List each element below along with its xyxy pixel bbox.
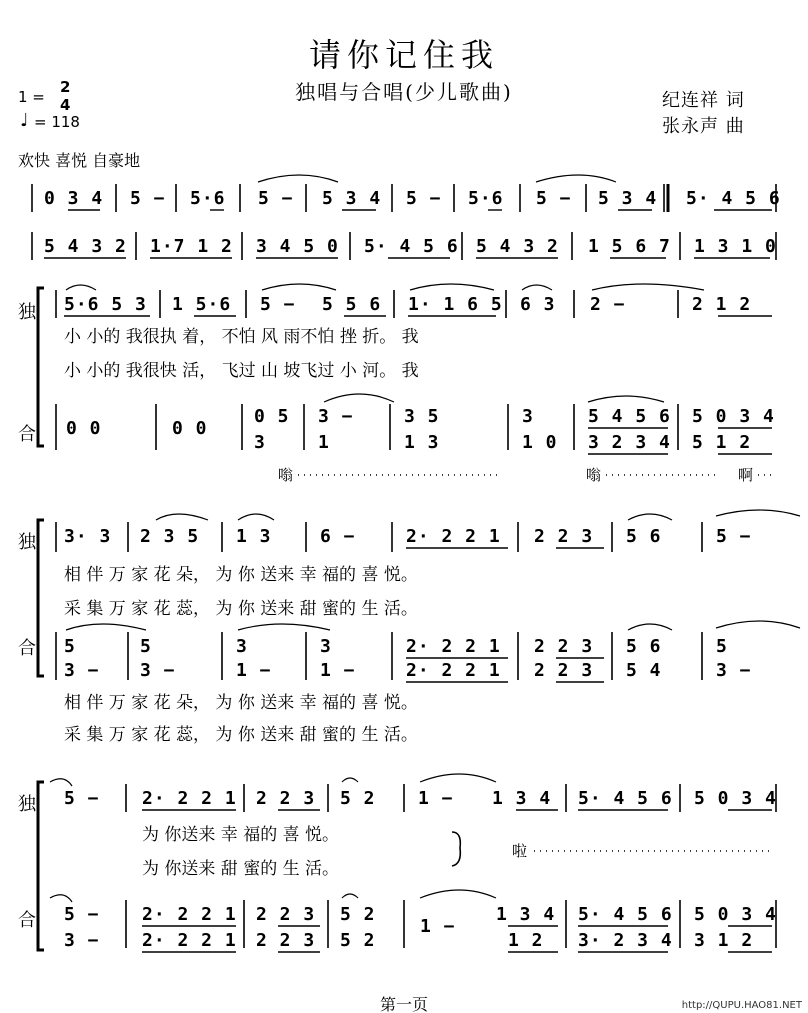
composer-credit: 张永声 曲 (662, 116, 745, 137)
s1-choir-b8: 5 1 2 (692, 432, 752, 453)
s3-choir-m4: 5 2 (340, 904, 376, 925)
s3-choir-m6: 1 3 4 (496, 904, 556, 925)
s1-hum-2: 嗡 (586, 466, 602, 484)
s2-solo-m3: 1 3 (236, 526, 272, 547)
s1-solo-m5: 1· 1 6 5 (408, 294, 503, 315)
intro-m9: 5 3 4 (598, 188, 658, 209)
s2-solo-m4: 6 − (320, 526, 356, 547)
song-subtitle: 独唱与合唱(少儿歌曲) (295, 80, 513, 104)
s1-solo-m8: 2 1 2 (692, 294, 752, 315)
s2-choir-m8: 5 (716, 636, 728, 657)
s3-solo-m4: 5 2 (340, 788, 376, 809)
s3-choir-m3: 2 2 3 (256, 904, 316, 925)
s3-solo-m2: 2· 2 2 1 (142, 788, 237, 809)
s2-lyric-verse2: 采 集 万 家 花 蕊， 为 你 送来 甜 蜜的 生 活。 (64, 599, 418, 619)
s3-choir-b3: 2 2 3 (256, 930, 316, 951)
s3-solo-m1: 5 − (64, 788, 100, 809)
s2-choir-m2: 5 (140, 636, 152, 657)
intro2-m1: 5 4 3 2 (44, 236, 127, 257)
s3-solo-m3: 2 2 3 (256, 788, 316, 809)
s2-choir-m1: 5 (64, 636, 76, 657)
s1-choir-m2: 0 0 (172, 418, 208, 439)
s2-choir-b6: 2 2 3 (534, 660, 594, 681)
s1-choir-m8: 5 0 3 4 (692, 406, 775, 427)
s2-choir-b3: 1 − (236, 660, 272, 681)
intro2-m6: 1 5 6 7 (588, 236, 671, 257)
s2-solo-m1: 3· 3 (64, 526, 112, 547)
s2-choir-lyric-verse2: 采 集 万 家 花 蕊， 为 你 送来 甜 蜜的 生 活。 (64, 725, 418, 745)
s3-choir-m2: 2· 2 2 1 (142, 904, 237, 925)
s2-choir-b8: 3 − (716, 660, 752, 681)
solo-label-1: 独 (18, 302, 36, 323)
s1-lyric-verse1: 小 小的 我很执 着， 不怕 风 雨不怕 挫 折。 我 (64, 327, 419, 347)
choir-label-2: 合 (18, 638, 36, 659)
solo-label-3: 独 (18, 794, 36, 815)
s1-solo-m3: 5 − (260, 294, 296, 315)
s1-choir-m1: 0 0 (66, 418, 102, 439)
s3-lyric-verse1: 为 你送来 幸 福的 喜 悦。 (142, 825, 340, 845)
meter-bottom: 4 (60, 96, 71, 114)
choir-label-1: 合 (18, 424, 36, 445)
s2-solo-m7: 5 6 (626, 526, 662, 547)
s3-solo-m6: 1 3 4 (492, 788, 552, 809)
s1-choir-b6: 1 0 (522, 432, 558, 453)
s1-solo-m6: 6 3 (520, 294, 556, 315)
s1-choir-b4: 1 (318, 432, 330, 453)
intro2-m4: 5· 4 5 6 (364, 236, 459, 257)
s2-choir-m7: 5 6 (626, 636, 662, 657)
s1-solo-m1: 5·6 5 3 (64, 294, 147, 315)
s3-hum: 啦 (512, 842, 528, 860)
s2-solo-m5: 2· 2 2 1 (406, 526, 501, 547)
s3-choir-m7: 5· 4 5 6 (578, 904, 673, 925)
s2-lyric-verse1: 相 伴 万 家 花 朵， 为 你 送来 幸 福的 喜 悦。 (64, 565, 418, 585)
s2-choir-b1: 3 − (64, 660, 100, 681)
s2-choir-m4: 3 (320, 636, 332, 657)
intro-m10: 5· 4 5 6 (686, 188, 781, 209)
s3-choir-b7: 3· 2 3 4 (578, 930, 673, 951)
intro-m1: 0 3 4 (44, 188, 104, 209)
s2-solo-m2: 2 3 5 (140, 526, 200, 547)
s1-choir-b5: 1 3 (404, 432, 440, 453)
intro2-m2: 1·7 1 2 (150, 236, 233, 257)
meter-top: 2 (60, 78, 71, 96)
page-number: 第一页 (379, 995, 428, 1013)
intro-m3: 5·6 (190, 188, 226, 209)
s2-choir-b2: 3 − (140, 660, 176, 681)
s1-solo-m4: 5 5 6 (322, 294, 382, 315)
solo-label-2: 独 (18, 532, 36, 553)
s2-choir-b5: 2· 2 2 1 (406, 660, 501, 681)
intro-m2: 5 − (130, 188, 166, 209)
s3-choir-m5: 1 − (420, 916, 456, 937)
watermark: http://QUPU.HAO81.NET (681, 1000, 802, 1011)
s2-choir-m5: 2· 2 2 1 (406, 636, 501, 657)
s3-choir-m1: 5 − (64, 904, 100, 925)
choir-label-3: 合 (18, 910, 36, 931)
s3-choir-b6: 1 2 (508, 930, 544, 951)
intro2-m3: 3 4 5 0 (256, 236, 339, 257)
intro2-m5: 5 4 3 2 (476, 236, 559, 257)
s3-choir-b2: 2· 2 2 1 (142, 930, 237, 951)
s2-choir-b4: 1 − (320, 660, 356, 681)
s2-choir-lyric-verse1: 相 伴 万 家 花 朵， 为 你 送来 幸 福的 喜 悦。 (64, 693, 418, 713)
s1-choir-b7: 3 2 3 4 (588, 432, 671, 453)
s2-solo-m6: 2 2 3 (534, 526, 594, 547)
s1-choir-m5: 3 5 (404, 406, 440, 427)
s3-choir-b1: 3 − (64, 930, 100, 951)
s2-choir-b7: 5 4 (626, 660, 662, 681)
s3-choir-b8: 3 1 2 (694, 930, 754, 951)
s3-lyric-verse2: 为 你送来 甜 蜜的 生 活。 (142, 859, 340, 879)
key-signature: 1 = (18, 88, 45, 106)
intro-m4: 5 − (258, 188, 294, 209)
intro-m8: 5 − (536, 188, 572, 209)
intro-m5: 5 3 4 (322, 188, 382, 209)
s1-solo-m2: 1 5·6 (172, 294, 232, 315)
s1-solo-m7: 2 − (590, 294, 626, 315)
s1-lyric-verse2: 小 小的 我很快 活， 飞过 山 坡飞过 小 河。 我 (64, 361, 419, 381)
s2-choir-m6: 2 2 3 (534, 636, 594, 657)
intro-m7: 5·6 (468, 188, 504, 209)
s3-solo-m8: 5 0 3 4 (694, 788, 777, 809)
s1-hum-1: 嗡 (278, 466, 294, 484)
tempo-marking: = 118 (34, 113, 80, 131)
expression-marking: 欢快 喜悦 自豪地 (18, 151, 141, 170)
lyricist-credit: 纪连祥 词 (662, 90, 745, 111)
s1-choir-m7: 5 4 5 6 (588, 406, 671, 427)
s1-choir-m3: 0 5 (254, 406, 290, 427)
s1-choir-b3: 3 (254, 432, 266, 453)
s1-hum-3: 啊 (738, 466, 754, 484)
note-icon: ♩ (20, 110, 29, 131)
s3-choir-m8: 5 0 3 4 (694, 904, 777, 925)
s3-solo-m7: 5· 4 5 6 (578, 788, 673, 809)
s3-solo-m5: 1 − (418, 788, 454, 809)
s3-choir-b4: 5 2 (340, 930, 376, 951)
song-title: 请你记住我 (308, 36, 499, 74)
s1-choir-m4: 3 − (318, 406, 354, 427)
s1-choir-m6: 3 (522, 406, 534, 427)
s2-solo-m8: 5 − (716, 526, 752, 547)
intro-m6: 5 − (406, 188, 442, 209)
s2-choir-m3: 3 (236, 636, 248, 657)
intro2-m7: 1 3 1 0 (694, 236, 777, 257)
